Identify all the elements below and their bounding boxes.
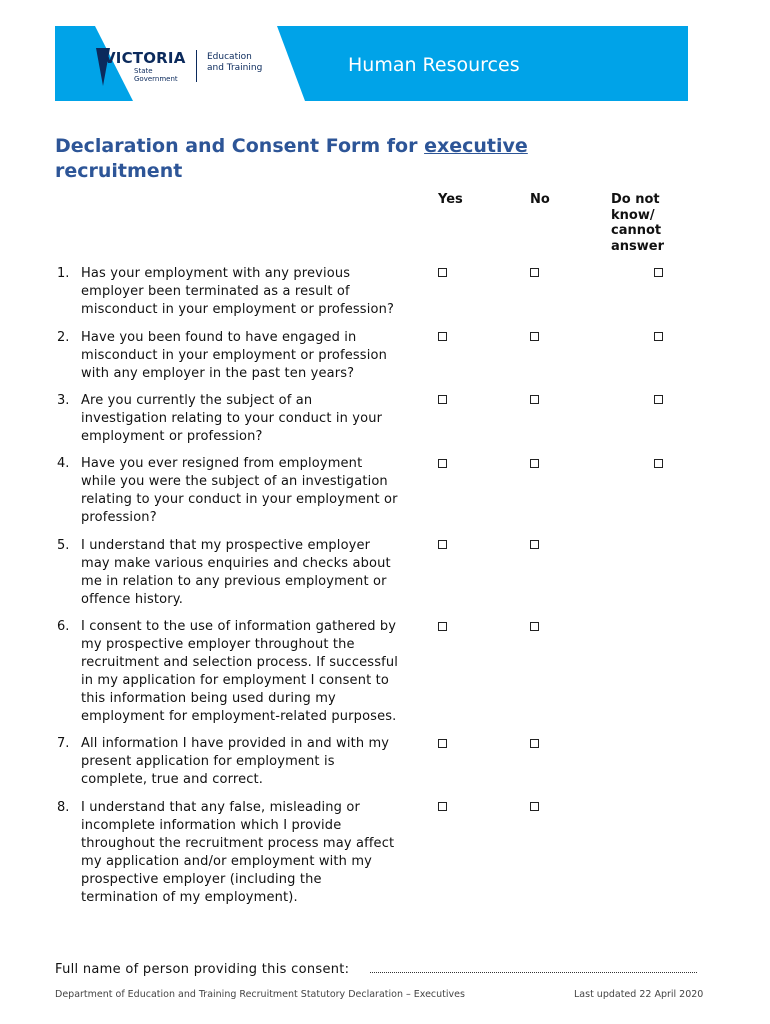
logo-divider — [196, 50, 197, 82]
q8-yes-checkbox[interactable] — [438, 802, 447, 811]
q1-no-checkbox[interactable] — [530, 268, 539, 277]
q2-dont-know-checkbox[interactable] — [654, 332, 663, 341]
q3-yes-checkbox[interactable] — [438, 395, 447, 404]
q7-no-checkbox[interactable] — [530, 739, 539, 748]
q2-yes-checkbox[interactable] — [438, 332, 447, 341]
question-8: 8. I understand that any false, misleading or incomplete information which I provide throughout the recruitment process may affect my application and/or employment with my prospective employer (including the termination of my employment). — [57, 800, 395, 905]
q1-yes-checkbox[interactable] — [438, 268, 447, 277]
victoria-logo-word: VICTORIA — [104, 49, 186, 67]
q4-no-checkbox[interactable] — [530, 459, 539, 468]
question-3: 3. Are you currently the subject of an investigation relating to your conduct in your employment or profession? — [57, 393, 383, 444]
full-name-input[interactable] — [370, 972, 697, 973]
q2-no-checkbox[interactable] — [530, 332, 539, 341]
q5-yes-checkbox[interactable] — [438, 540, 447, 549]
q5-no-checkbox[interactable] — [530, 540, 539, 549]
column-yes: Yes — [438, 192, 463, 207]
q6-yes-checkbox[interactable] — [438, 622, 447, 631]
question-5: 5. I understand that my prospective employer may make various enquiries and checks about me in relation to any previous employment or offence history. — [57, 538, 391, 607]
question-7: 7. All information I have provided in and with my present application for employment is complete, true and correct. — [57, 736, 390, 787]
q3-no-checkbox[interactable] — [530, 395, 539, 404]
q8-no-checkbox[interactable] — [530, 802, 539, 811]
q7-yes-checkbox[interactable] — [438, 739, 447, 748]
question-2: 2. Have you been found to have engaged in misconduct in your employment or profession with any employer in the past ten years? — [57, 330, 387, 381]
q3-dont-know-checkbox[interactable] — [654, 395, 663, 404]
question-1: 1. Has your employment with any previous employer been terminated as a result of misconduct in your employment or profession? — [57, 266, 395, 317]
column-no: No — [530, 192, 550, 207]
education-training-label: Education and Training — [207, 52, 263, 73]
page-title: Declaration and Consent Form for executive recruitment — [55, 135, 528, 182]
banner-title: Human Resources — [348, 54, 520, 76]
state-government-label: State Government — [134, 67, 178, 83]
executive-link[interactable]: executive — [424, 135, 528, 157]
q4-dont-know-checkbox[interactable] — [654, 459, 663, 468]
q6-no-checkbox[interactable] — [530, 622, 539, 631]
column-dont-know: Do not know/ cannot answer — [611, 192, 665, 254]
q4-yes-checkbox[interactable] — [438, 459, 447, 468]
footer-department: Department of Education and Training Recruitment Statutory Declaration – Executives — [55, 989, 465, 1000]
q1-dont-know-checkbox[interactable] — [654, 268, 663, 277]
question-4: 4. Have you ever resigned from employment while you were the subject of an investigation relating to your conduct in your employment or profession? — [57, 456, 398, 525]
footer-last-updated: Last updated 22 April 2020 — [574, 989, 704, 1000]
full-name-label: Full name of person providing this consent: — [55, 962, 350, 977]
question-6: 6. I consent to the use of information gathered by my prospective employer throughout the recruitment and selection process. If successful in my application for employment I consent to this information being used during my employment for employment-related purposes. — [57, 619, 399, 724]
